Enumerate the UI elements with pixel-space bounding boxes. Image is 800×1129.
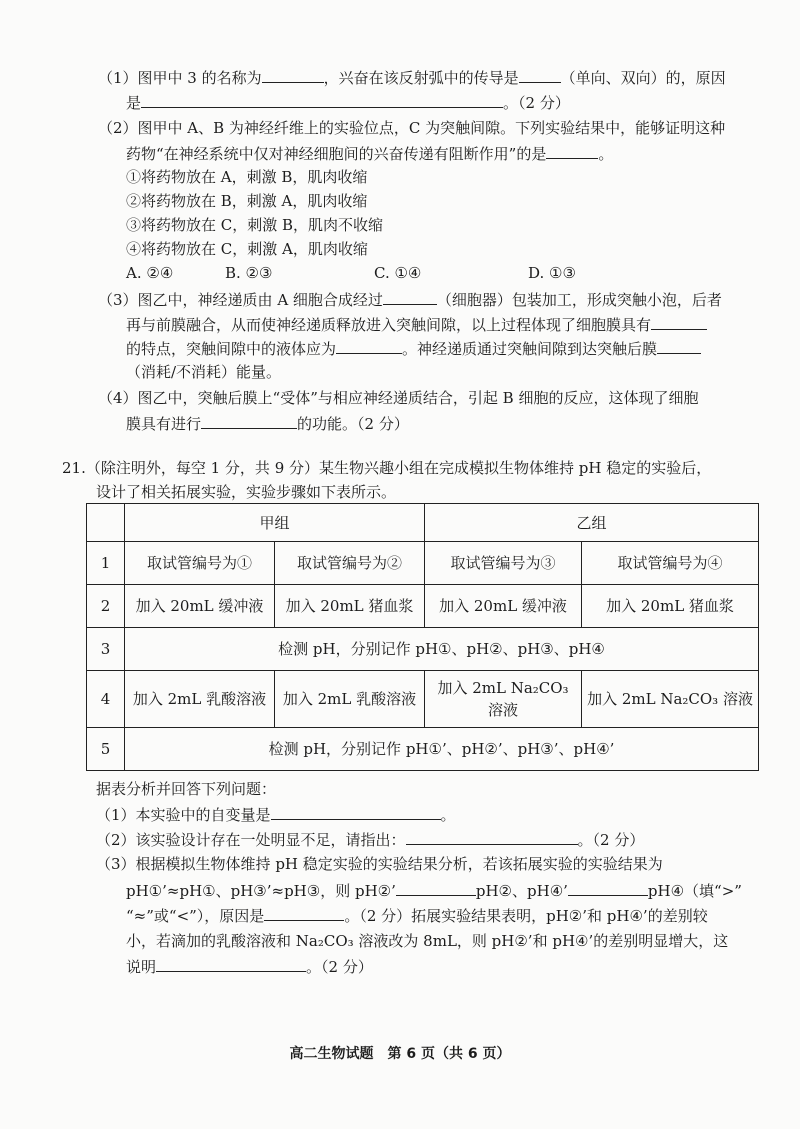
answer-blank[interactable] [519, 66, 561, 83]
q20-part3-line4: （消耗/不消耗）能量。 [126, 363, 282, 381]
answer-blank[interactable] [651, 313, 707, 330]
q20-option-3: ③将药物放在 C，刺激 B，肌肉不收缩 [126, 216, 384, 234]
answer-blank[interactable] [264, 904, 344, 921]
answer-blank[interactable] [568, 879, 648, 896]
table-cell: 加入 20mL 猪血浆 [582, 585, 759, 628]
q20-part1-line1: （1）图甲中 3 的名称为 ，兴奋在该反射弧中的传导是 （单向、双向）的，原因 [98, 66, 726, 89]
q21-intro-line2: 设计了相关拓展实验，实验步骤如下表所示。 [96, 483, 397, 501]
group-yi-header: 乙组 [425, 504, 759, 542]
answer-blank[interactable] [657, 337, 701, 354]
table-row [87, 628, 759, 671]
q20-option-1: ①将药物放在 A，刺激 B，肌肉收缩 [126, 168, 368, 186]
table-cell: 加入 20mL 缓冲液 [125, 585, 275, 628]
q21-part3-line2: pH①’≈pH①、pH③’≈pH③，则 pH②’ pH②、pH④’ pH④（填“>” [126, 879, 742, 902]
group-jia-header: 甲组 [125, 504, 425, 542]
table-cell: 检测 pH，分别记作 pH①、pH②、pH③、pH④ [125, 628, 759, 671]
q21-part1: （1）本实验中的自变量是 。 [96, 803, 456, 826]
q20-part4-line1: （4）图乙中，突触后膜上“受体”与相应神经递质结合，引起 B 细胞的反应，这体现了细胞 [98, 389, 699, 407]
q20-choice-c: C. ①④ [374, 264, 422, 282]
experiment-table [86, 503, 759, 771]
table-cell: 取试管编号为④ [582, 542, 759, 585]
step-number: 4 [87, 671, 125, 728]
page-footer: 高二生物试题 第 6 页（共 6 页） [289, 1046, 511, 1062]
table-cell: 加入 20mL 缓冲液 [425, 585, 582, 628]
table-cell: 加入 2mL Na₂CO₃ 溶液 [425, 671, 582, 728]
q20-choice-d: D. ①③ [528, 264, 576, 282]
q20-part3-line3: 的特点，突触间隙中的液体应为 。神经递质通过突触间隙到达突触后膜 [126, 337, 701, 360]
answer-blank[interactable] [336, 337, 402, 354]
q20-part3-line1: （3）图乙中，神经递质由 A 细胞合成经过 （细胞器）包装加工，形成突触小泡，后者 [98, 288, 722, 311]
answer-blank[interactable] [396, 879, 476, 896]
q20-option-4: ④将药物放在 C，刺激 A，肌肉收缩 [126, 240, 368, 258]
answer-blank[interactable] [141, 91, 503, 108]
q20-part2-line1: （2）图甲中 A、B 为神经纤维上的实验位点，C 为突触间隙。下列实验结果中，能够证明这种 [98, 119, 726, 137]
table-cell: 取试管编号为③ [425, 542, 582, 585]
analysis-intro: 据表分析并回答下列问题： [96, 780, 277, 798]
table-cell: 检测 pH，分别记作 pH①’、pH②’、pH③’、pH④’ [125, 728, 759, 771]
table-cell: 取试管编号为② [275, 542, 425, 585]
table-row [87, 728, 759, 771]
step-number: 3 [87, 628, 125, 671]
answer-blank[interactable] [271, 803, 441, 820]
q21-part3-line1: （3）根据模拟生物体维持 pH 稳定实验的实验结果分析，若该拓展实验的实验结果为 [96, 855, 663, 873]
q21-intro-line1: 21.（除注明外，每空 1 分，共 9 分）某生物兴趣小组在完成模拟生物体维持 pH 稳定的实验后， [62, 459, 712, 477]
table-row [87, 542, 759, 585]
q20-part1-line2: 是 。（2 分） [126, 91, 570, 114]
table-cell: 加入 2mL 乳酸溶液 [125, 671, 275, 728]
answer-blank[interactable] [156, 955, 306, 972]
answer-blank[interactable] [406, 828, 578, 845]
q20-part4-line2: 膜具有进行 的功能。（2 分） [126, 412, 409, 435]
answer-blank[interactable] [383, 288, 437, 305]
table-header-row [87, 504, 759, 542]
table-cell [87, 504, 125, 542]
step-number: 2 [87, 585, 125, 628]
table-cell: 加入 2mL Na₂CO₃ 溶液 [582, 671, 759, 728]
q21-part3-line3: “≈”或“<”），原因是 。（2 分）拓展实验结果表明，pH②’和 pH④’的差别较 [126, 904, 708, 927]
table-row [87, 671, 759, 728]
answer-blank[interactable] [546, 142, 598, 159]
q20-choice-b: B. ②③ [225, 264, 273, 282]
q21-part3-line5: 说明 。（2 分） [126, 955, 373, 978]
answer-blank[interactable] [262, 66, 324, 83]
table-cell: 加入 2mL 乳酸溶液 [275, 671, 425, 728]
q20-part3-line2: 再与前膜融合，从而使神经递质释放进入突触间隙，以上过程体现了细胞膜具有 [126, 313, 707, 336]
table-cell: 加入 20mL 猪血浆 [275, 585, 425, 628]
q20-choice-a: A. ②④ [126, 264, 174, 282]
step-number: 1 [87, 542, 125, 585]
step-number: 5 [87, 728, 125, 771]
q21-part2: （2）该实验设计存在一处明显不足，请指出： 。（2 分） [96, 828, 644, 851]
answer-blank[interactable] [201, 412, 297, 429]
q20-part2-line2: 药物“在神经系统中仅对神经细胞间的兴奋传递有阻断作用”的是 。 [126, 142, 613, 165]
q20-option-2: ②将药物放在 B，刺激 A，肌肉收缩 [126, 192, 368, 210]
q21-part3-line4: 小，若滴加的乳酸溶液和 Na₂CO₃ 溶液改为 8mL，则 pH②’和 pH④’的差别明显增大，这 [126, 932, 729, 950]
table-cell: 取试管编号为① [125, 542, 275, 585]
table-row [87, 585, 759, 628]
